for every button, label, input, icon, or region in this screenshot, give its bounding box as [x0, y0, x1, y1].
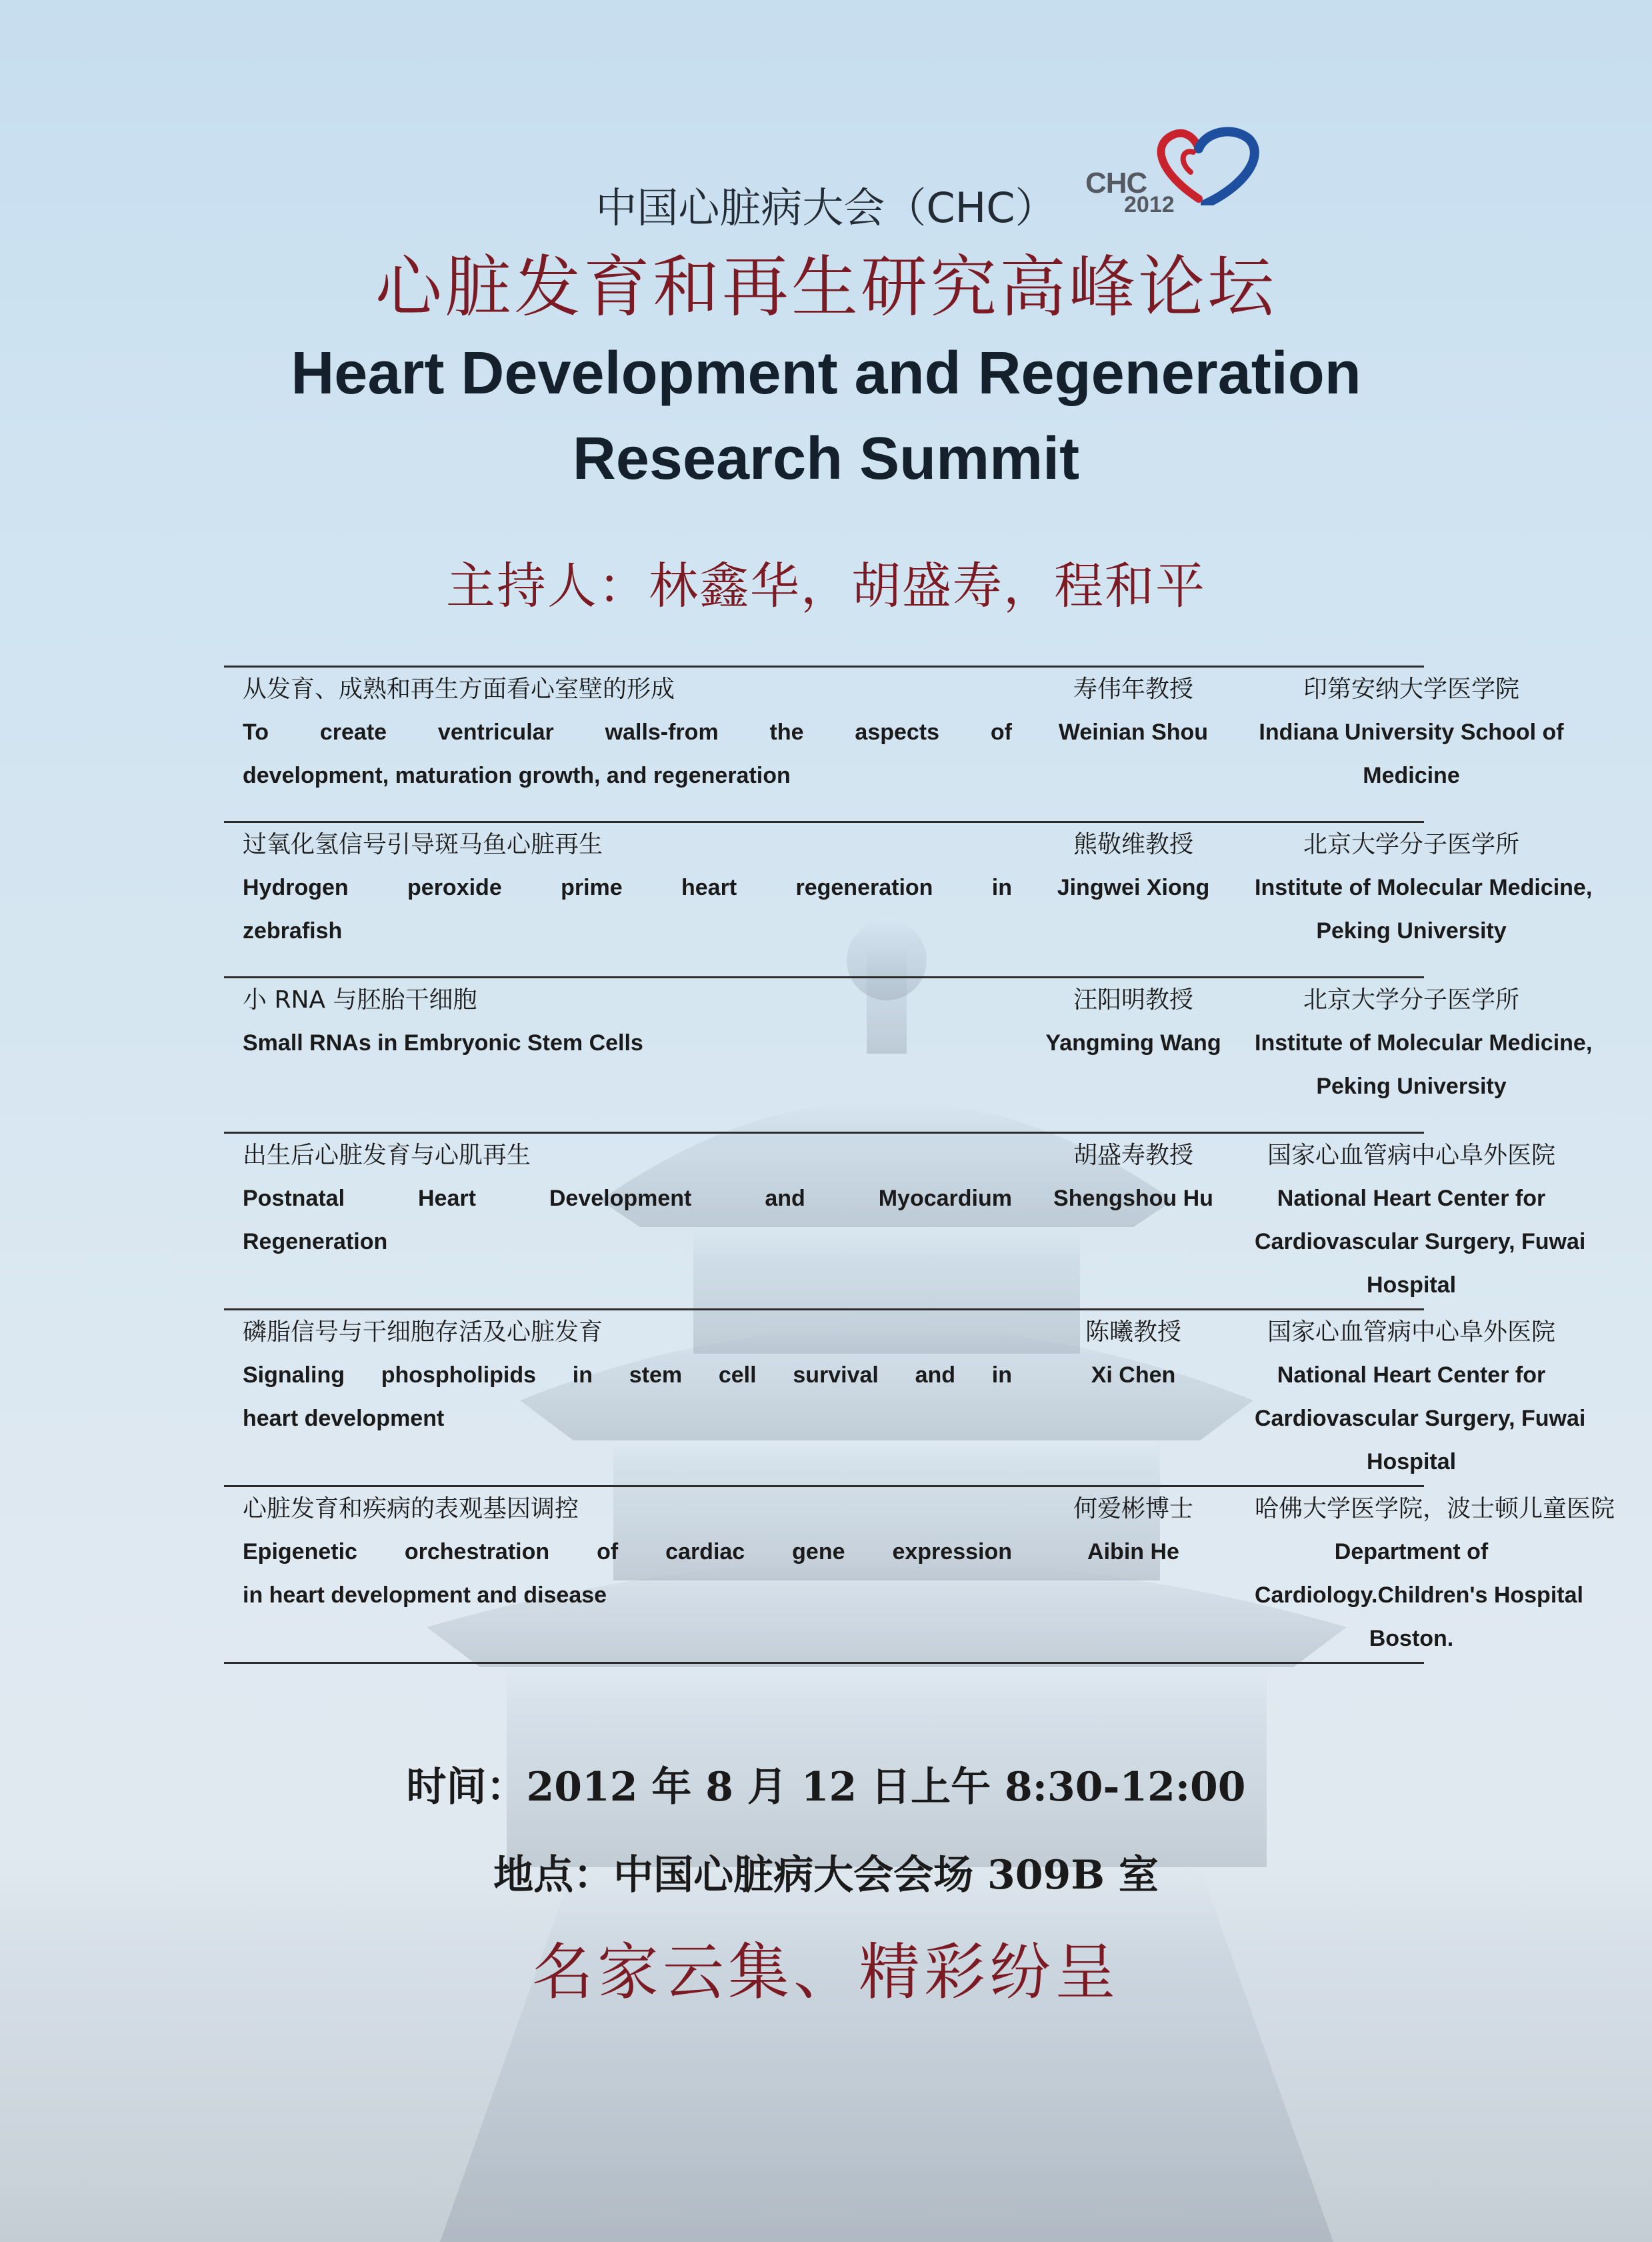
speaker-cell	[1012, 1134, 1255, 1220]
speaker-cn: 陈曦教授	[1085, 1318, 1181, 1346]
topic-en: development, maturation growth, and regeneration	[243, 763, 791, 788]
topic-en: Postnatal Heart Development and Myocardium	[243, 1186, 1012, 1211]
institution-en: Department of	[1334, 1539, 1489, 1564]
institution-cell	[1255, 1310, 1586, 1484]
speaker-cell	[1012, 978, 1255, 1065]
speaker-en: Yangming Wang	[1045, 1030, 1221, 1056]
speaker-cell	[1012, 1310, 1255, 1397]
topic-en: Hydrogen peroxide prime heart regeneration in	[243, 875, 1012, 900]
table-row	[224, 1485, 1615, 1664]
institution-en: Hospital	[1366, 1272, 1457, 1298]
institution-en: Institute of Molecular Medicine,	[1255, 1030, 1593, 1056]
speaker-en: Shengshou Hu	[1053, 1186, 1213, 1211]
institution-cn: 哈佛大学医学院，波士顿儿童医院	[1255, 1495, 1615, 1522]
table-row	[224, 1308, 1586, 1485]
summit-title-cn: 心脏发育和再生研究高峰论坛	[375, 248, 1277, 326]
summit-title-en	[0, 331, 1652, 501]
topic-cn: 小 RNA 与胚胎干细胞	[243, 986, 477, 1014]
institution-en: Institute of Molecular Medicine,	[1255, 875, 1593, 900]
conference-name: 中国心脏病大会（CHC）	[595, 183, 1057, 232]
topic-en: Signaling phospholipids in stem cell survival and in	[243, 1362, 1012, 1388]
institution-cell	[1255, 978, 1593, 1108]
institution-cn: 印第安纳大学医学院	[1303, 676, 1519, 703]
speaker-en: Xi Chen	[1091, 1362, 1176, 1388]
institution-en: Cardiology.Children's Hospital	[1255, 1582, 1583, 1608]
topic-cell	[243, 1487, 1012, 1617]
speaker-en: Aibin He	[1087, 1539, 1179, 1564]
speaker-en: Weinian Shou	[1058, 720, 1209, 745]
speaker-cn: 汪阳明教授	[1073, 986, 1193, 1014]
institution-en: Boston.	[1369, 1626, 1454, 1651]
speaker-cell	[1012, 823, 1255, 910]
summit-title-en-line1: Heart Development and Regeneration	[291, 340, 1361, 407]
topic-en: in heart development and disease	[243, 1582, 607, 1608]
speaker-cn: 寿伟年教授	[1073, 676, 1193, 703]
topic-cn: 心脏发育和疾病的表观基因调控	[243, 1495, 579, 1522]
topic-en: heart development	[243, 1406, 445, 1431]
topic-en: Small RNAs in Embryonic Stem Cells	[243, 1030, 643, 1056]
speaker-cn: 熊敬维教授	[1073, 831, 1193, 858]
topic-en: To create ventricular walls-from the aspects of	[243, 720, 1012, 745]
table-row	[224, 976, 1593, 1132]
institution-cell	[1255, 1487, 1615, 1660]
topic-cn: 过氧化氢信号引导斑马鱼心脏再生	[243, 831, 603, 858]
institution-cell	[1255, 1134, 1586, 1307]
logo-text: CHC	[1085, 167, 1147, 199]
event-time: 时间：2012 年 8 月 12 日上午 8:30-12:00	[406, 1764, 1246, 1811]
institution-en: Cardiovascular Surgery, Fuwai	[1255, 1406, 1586, 1431]
institution-cn: 国家心血管病中心阜外医院	[1267, 1318, 1555, 1346]
institution-en: Medicine	[1363, 763, 1460, 788]
institution-en: National Heart Center for	[1277, 1186, 1546, 1211]
topic-en: zebrafish	[243, 918, 343, 944]
topic-en: Regeneration	[243, 1229, 388, 1254]
institution-en: Cardiovascular Surgery, Fuwai	[1255, 1229, 1586, 1254]
summit-title-en-line2: Research Summit	[572, 425, 1080, 492]
table-row	[224, 1132, 1586, 1308]
topic-cell	[243, 823, 1012, 953]
institution-cn: 国家心血管病中心阜外医院	[1267, 1142, 1555, 1169]
topic-cell	[243, 668, 1012, 798]
topic-en: Epigenetic orchestration of cardiac gene expression	[243, 1539, 1012, 1564]
institution-en: National Heart Center for	[1277, 1362, 1546, 1388]
speaker-cell	[1012, 668, 1255, 754]
institution-en: Indiana University School of	[1259, 720, 1564, 745]
institution-cn: 北京大学分子医学所	[1303, 986, 1519, 1014]
program-table	[224, 666, 1615, 1664]
table-row	[224, 666, 1564, 821]
hosts-line: 主持人：林鑫华，胡盛寿，程和平	[446, 557, 1206, 615]
logo-year: 2012	[1124, 192, 1175, 217]
speaker-cell	[1012, 1487, 1255, 1574]
institution-en: Peking University	[1316, 918, 1507, 944]
table-row	[224, 821, 1593, 976]
institution-cell	[1255, 668, 1568, 798]
institution-cn: 北京大学分子医学所	[1303, 831, 1519, 858]
speaker-en: Jingwei Xiong	[1057, 875, 1210, 900]
speaker-cn: 胡盛寿教授	[1073, 1142, 1193, 1169]
institution-cell	[1255, 823, 1593, 953]
topic-cell	[243, 1310, 1012, 1440]
event-venue: 地点：中国心脏病大会会场 309B 室	[493, 1852, 1159, 1899]
topic-cn: 磷脂信号与干细胞存活及心脏发育	[243, 1318, 603, 1346]
slogan: 名家云集、精彩纷呈	[531, 1937, 1120, 2008]
speaker-cn: 何爱彬博士	[1073, 1495, 1193, 1522]
institution-en: Hospital	[1366, 1449, 1457, 1474]
institution-en: Peking University	[1316, 1074, 1507, 1099]
topic-cn: 从发育、成熟和再生方面看心室壁的形成	[243, 676, 675, 703]
topic-cell	[243, 978, 1012, 1065]
topic-cn: 出生后心脏发育与心肌再生	[243, 1142, 531, 1169]
topic-cell	[243, 1134, 1012, 1264]
